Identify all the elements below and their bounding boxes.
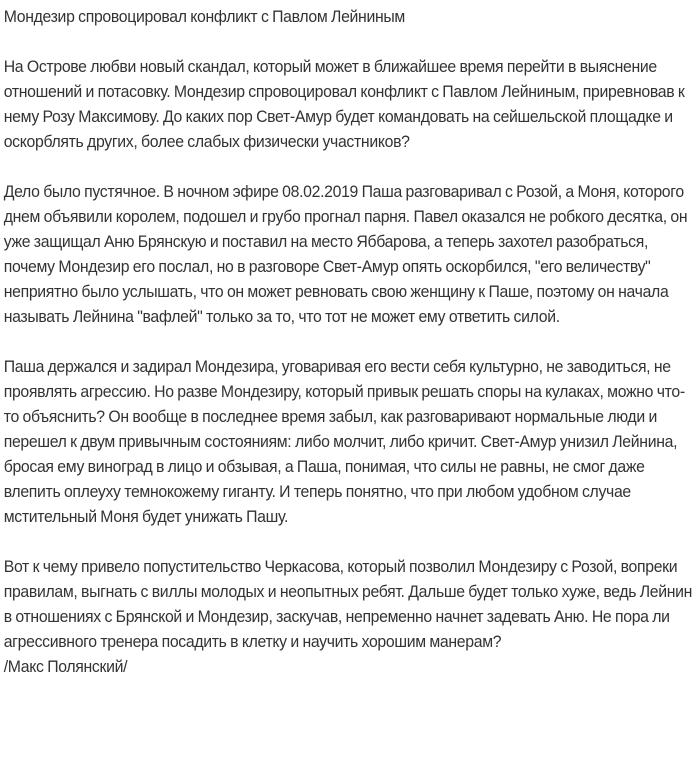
article-paragraph-4: Вот к чему привело попустительство Черкасова, который позволил Мондезиру с Розой, вопреки правилам, выгнать с виллы молодых и неопытных ребят. Дальше будет только хуже, ведь Лейнин в отношениях с Брянской и Мондезир, заскучав, непременно начнет задевать Аню. Не пора ли агрессивного тренера посадить в клетку и научить хорошим манерам? <box>3 557 693 651</box>
article-paragraph-2: Дело было пустячное. В ночном эфире 08.02.2019 Паша разговаривал с Розой, а Моня, которого днем объявили королем, подошел и грубо прогнал парня. Павел оказался не робкого десятка, он уже защищал Аню Брянскую и поставил на место Яббарова, а теперь захотел разобраться, почему Мондезир его послал, но в разговоре Свет-Амур опять оскорбился, "его величеству" неприятно было услышать, что он может ревновать свою женщину к Паше, поэтому он начала называть Лейнина "вафлей" только за то, что тот не может ему ответить силой. <box>3 182 688 326</box>
author-signature: /Макс Полянский/ <box>3 657 128 676</box>
article-title: Мондезир спровоцировал конфликт с Павлом Лейниным <box>3 7 405 26</box>
article-paragraph-1: На Острове любви новый скандал, который может в ближайшее время перейти в выяснение отношений и потасовку. Мондезир спровоцировал конфликт с Павлом Лейниным, приревновав к нему Розу Максимову. До каких пор Свет-Амур будет командовать на сейшельской площадке и оскорблять других, более слабых физически участников? <box>3 57 685 151</box>
article-paragraph-3: Паша держался и задирал Мондезира, уговаривая его вести себя культурно, не заводиться, не проявлять агрессию. Но разве Мондезиру, который привык решать споры на кулаках, можно что-то объяснить? Он вообще в последнее время забыл, как разговаривают нормальные люди и перешел к двум привычным состояниям: либо молчит, либо кричит. Свет-Амур унизил Лейнина, бросая ему виноград в лицо и обзывая, а Паша, понимая, что силы не равны, не смог даже влепить оплеуху темнокожему гиганту. И теперь понятно, что при любом удобном случае мстительный Моня будет унижать Пашу. <box>3 357 685 526</box>
